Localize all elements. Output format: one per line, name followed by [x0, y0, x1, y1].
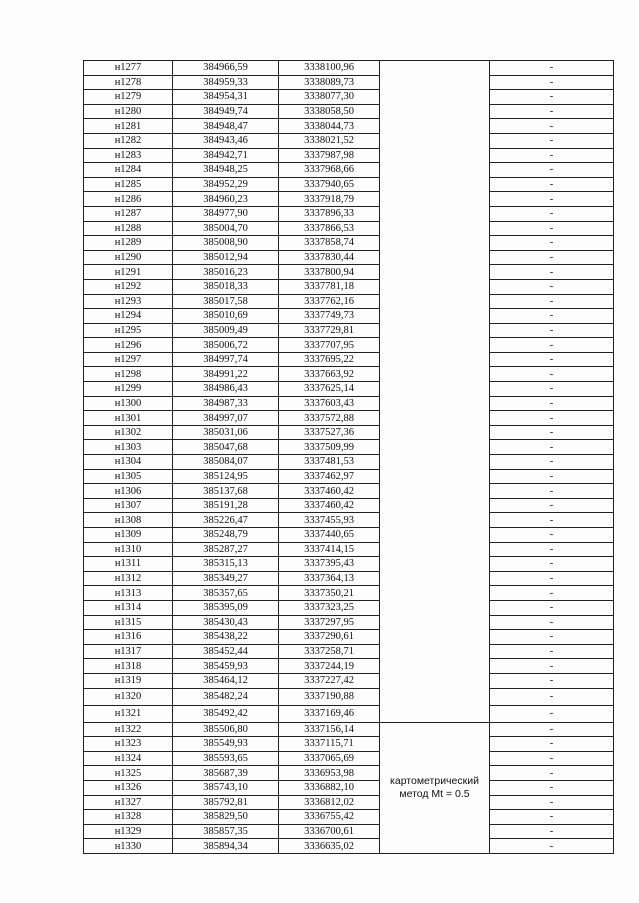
table-row	[84, 780, 614, 795]
accuracy-cell: -	[490, 557, 614, 572]
point-name-cell: н1317	[84, 644, 173, 659]
y-coordinate-cell: 3338077,30	[279, 90, 380, 105]
accuracy-cell: -	[490, 352, 614, 367]
accuracy-cell: -	[490, 177, 614, 192]
point-name-cell: н1304	[84, 455, 173, 470]
accuracy-cell: -	[490, 367, 614, 382]
accuracy-cell: -	[490, 839, 614, 854]
accuracy-cell: -	[490, 659, 614, 674]
x-coordinate-cell: 384949,74	[173, 104, 279, 119]
x-coordinate-cell: 385743,10	[173, 780, 279, 795]
y-coordinate-cell: 3337190,88	[279, 688, 380, 705]
y-coordinate-cell: 3337350,21	[279, 586, 380, 601]
y-coordinate-cell: 3338044,73	[279, 119, 380, 134]
x-coordinate-cell: 384960,23	[173, 192, 279, 207]
y-coordinate-cell: 3336812,02	[279, 795, 380, 810]
x-coordinate-cell: 385006,72	[173, 338, 279, 353]
accuracy-cell: -	[490, 104, 614, 119]
accuracy-cell: -	[490, 396, 614, 411]
point-name-cell: н1303	[84, 440, 173, 455]
accuracy-cell: -	[490, 75, 614, 90]
point-name-cell: н1330	[84, 839, 173, 854]
point-name-cell: н1285	[84, 177, 173, 192]
y-coordinate-cell: 3337169,46	[279, 705, 380, 722]
accuracy-cell: -	[490, 600, 614, 615]
table-row	[84, 737, 614, 752]
accuracy-cell: -	[490, 484, 614, 499]
table-row	[84, 571, 614, 586]
x-coordinate-cell: 385857,35	[173, 824, 279, 839]
x-coordinate-cell: 384954,31	[173, 90, 279, 105]
method-cell-upper	[380, 61, 490, 723]
table-row	[84, 411, 614, 426]
point-name-cell: н1278	[84, 75, 173, 90]
accuracy-cell: -	[490, 221, 614, 236]
accuracy-cell: -	[490, 673, 614, 688]
x-coordinate-cell: 384991,22	[173, 367, 279, 382]
y-coordinate-cell: 3336953,98	[279, 766, 380, 781]
table-row	[84, 294, 614, 309]
x-coordinate-cell: 385084,07	[173, 455, 279, 470]
accuracy-cell: -	[490, 309, 614, 324]
table-row	[84, 498, 614, 513]
x-coordinate-cell: 384997,07	[173, 411, 279, 426]
y-coordinate-cell: 3337364,13	[279, 571, 380, 586]
x-coordinate-cell: 385226,47	[173, 513, 279, 528]
table-row	[84, 528, 614, 543]
y-coordinate-cell: 3337940,65	[279, 177, 380, 192]
y-coordinate-cell: 3337527,36	[279, 425, 380, 440]
table-row	[84, 455, 614, 470]
table-row	[84, 61, 614, 76]
accuracy-cell: -	[490, 722, 614, 737]
x-coordinate-cell: 385016,23	[173, 265, 279, 280]
table-row	[84, 824, 614, 839]
x-coordinate-cell: 385010,69	[173, 309, 279, 324]
point-name-cell: н1302	[84, 425, 173, 440]
x-coordinate-cell: 385482,24	[173, 688, 279, 705]
point-name-cell: н1281	[84, 119, 173, 134]
x-coordinate-cell: 385047,68	[173, 440, 279, 455]
y-coordinate-cell: 3338100,96	[279, 61, 380, 76]
y-coordinate-cell: 3337460,42	[279, 498, 380, 513]
x-coordinate-cell: 385438,22	[173, 630, 279, 645]
y-coordinate-cell: 3337481,53	[279, 455, 380, 470]
point-name-cell: н1314	[84, 600, 173, 615]
table-row	[84, 177, 614, 192]
accuracy-cell: -	[490, 615, 614, 630]
accuracy-cell: -	[490, 824, 614, 839]
x-coordinate-cell: 385009,49	[173, 323, 279, 338]
accuracy-cell: -	[490, 455, 614, 470]
table-row	[84, 600, 614, 615]
accuracy-cell: -	[490, 236, 614, 251]
accuracy-cell: -	[490, 810, 614, 825]
point-name-cell: н1300	[84, 396, 173, 411]
y-coordinate-cell: 3338089,73	[279, 75, 380, 90]
table-row	[84, 236, 614, 251]
x-coordinate-cell: 384948,47	[173, 119, 279, 134]
table-row	[84, 557, 614, 572]
point-name-cell: н1294	[84, 309, 173, 324]
method-cell	[380, 722, 490, 853]
table-row	[84, 382, 614, 397]
table-row	[84, 279, 614, 294]
y-coordinate-cell: 3337462,97	[279, 469, 380, 484]
x-coordinate-cell: 385894,34	[173, 839, 279, 854]
x-coordinate-cell: 385124,95	[173, 469, 279, 484]
point-name-cell: н1309	[84, 528, 173, 543]
y-coordinate-cell: 3338021,52	[279, 133, 380, 148]
point-name-cell: н1329	[84, 824, 173, 839]
table-row	[84, 513, 614, 528]
table-row	[84, 119, 614, 134]
table-row	[84, 133, 614, 148]
x-coordinate-cell: 385031,06	[173, 425, 279, 440]
accuracy-cell: -	[490, 542, 614, 557]
accuracy-cell: -	[490, 265, 614, 280]
x-coordinate-cell: 385137,68	[173, 484, 279, 499]
point-name-cell: н1328	[84, 810, 173, 825]
x-coordinate-cell: 385687,39	[173, 766, 279, 781]
accuracy-cell: -	[490, 425, 614, 440]
x-coordinate-cell: 385191,28	[173, 498, 279, 513]
accuracy-cell: -	[490, 323, 614, 338]
table-row	[84, 615, 614, 630]
point-name-cell: н1295	[84, 323, 173, 338]
table-row	[84, 338, 614, 353]
x-coordinate-cell: 384997,74	[173, 352, 279, 367]
table-row	[84, 206, 614, 221]
accuracy-cell: -	[490, 279, 614, 294]
accuracy-cell: -	[490, 250, 614, 265]
point-name-cell: н1284	[84, 163, 173, 178]
point-name-cell: н1282	[84, 133, 173, 148]
accuracy-cell: -	[490, 411, 614, 426]
table-row	[84, 367, 614, 382]
point-name-cell: н1296	[84, 338, 173, 353]
table-row	[84, 425, 614, 440]
point-name-cell: н1293	[84, 294, 173, 309]
y-coordinate-cell: 3337156,14	[279, 722, 380, 737]
table-row	[84, 673, 614, 688]
table-row	[84, 688, 614, 705]
y-coordinate-cell: 3337800,94	[279, 265, 380, 280]
point-name-cell: н1306	[84, 484, 173, 499]
x-coordinate-cell: 385452,44	[173, 644, 279, 659]
method-label-line1: картометрический	[390, 774, 479, 787]
point-name-cell: н1280	[84, 104, 173, 119]
y-coordinate-cell: 3337227,42	[279, 673, 380, 688]
y-coordinate-cell: 3336755,42	[279, 810, 380, 825]
method-label-line2: метод Mt = 0.5	[399, 787, 470, 800]
point-name-cell: н1324	[84, 751, 173, 766]
x-coordinate-cell: 385430,43	[173, 615, 279, 630]
table-row	[84, 440, 614, 455]
accuracy-cell: -	[490, 571, 614, 586]
x-coordinate-cell: 385792,81	[173, 795, 279, 810]
point-name-cell: н1287	[84, 206, 173, 221]
y-coordinate-cell: 3337455,93	[279, 513, 380, 528]
table-row	[84, 75, 614, 90]
accuracy-cell: -	[490, 382, 614, 397]
y-coordinate-cell: 3337460,42	[279, 484, 380, 499]
point-name-cell: н1325	[84, 766, 173, 781]
table-row	[84, 323, 614, 338]
table-row	[84, 396, 614, 411]
x-coordinate-cell: 385008,90	[173, 236, 279, 251]
y-coordinate-cell: 3337987,98	[279, 148, 380, 163]
accuracy-cell: -	[490, 294, 614, 309]
table-row	[84, 839, 614, 854]
point-name-cell: н1291	[84, 265, 173, 280]
table-row	[84, 484, 614, 499]
table-row	[84, 630, 614, 645]
x-coordinate-cell: 385492,42	[173, 705, 279, 722]
accuracy-cell: -	[490, 61, 614, 76]
x-coordinate-cell: 385012,94	[173, 250, 279, 265]
accuracy-cell: -	[490, 469, 614, 484]
point-name-cell: н1311	[84, 557, 173, 572]
table-row	[84, 352, 614, 367]
point-name-cell: н1310	[84, 542, 173, 557]
point-name-cell: н1298	[84, 367, 173, 382]
y-coordinate-cell: 3337830,44	[279, 250, 380, 265]
point-name-cell: н1292	[84, 279, 173, 294]
point-name-cell: н1322	[84, 722, 173, 737]
point-name-cell: н1279	[84, 90, 173, 105]
point-name-cell: н1321	[84, 705, 173, 722]
table-row	[84, 163, 614, 178]
point-name-cell: н1307	[84, 498, 173, 513]
x-coordinate-cell: 385593,65	[173, 751, 279, 766]
y-coordinate-cell: 3337509,99	[279, 440, 380, 455]
table-row	[84, 542, 614, 557]
x-coordinate-cell: 385357,65	[173, 586, 279, 601]
point-name-cell: н1305	[84, 469, 173, 484]
y-coordinate-cell: 3337749,73	[279, 309, 380, 324]
accuracy-cell: -	[490, 586, 614, 601]
y-coordinate-cell: 3337918,79	[279, 192, 380, 207]
y-coordinate-cell: 3337244,19	[279, 659, 380, 674]
point-name-cell: н1327	[84, 795, 173, 810]
accuracy-cell: -	[490, 119, 614, 134]
x-coordinate-cell: 384986,43	[173, 382, 279, 397]
accuracy-cell: -	[490, 192, 614, 207]
accuracy-cell: -	[490, 163, 614, 178]
point-name-cell: н1308	[84, 513, 173, 528]
accuracy-cell: -	[490, 688, 614, 705]
accuracy-cell: -	[490, 513, 614, 528]
point-name-cell: н1297	[84, 352, 173, 367]
x-coordinate-cell: 385349,27	[173, 571, 279, 586]
y-coordinate-cell: 3336700,61	[279, 824, 380, 839]
y-coordinate-cell: 3337115,71	[279, 737, 380, 752]
accuracy-cell: -	[490, 630, 614, 645]
y-coordinate-cell: 3337663,92	[279, 367, 380, 382]
point-name-cell: н1320	[84, 688, 173, 705]
point-name-cell: н1289	[84, 236, 173, 251]
x-coordinate-cell: 385829,50	[173, 810, 279, 825]
x-coordinate-cell: 384977,90	[173, 206, 279, 221]
accuracy-cell: -	[490, 705, 614, 722]
y-coordinate-cell: 3336882,10	[279, 780, 380, 795]
accuracy-cell: -	[490, 206, 614, 221]
table-row	[84, 469, 614, 484]
point-name-cell: н1315	[84, 615, 173, 630]
y-coordinate-cell: 3337290,61	[279, 630, 380, 645]
table-row	[84, 705, 614, 722]
x-coordinate-cell: 384948,25	[173, 163, 279, 178]
table-row	[84, 221, 614, 236]
accuracy-cell: -	[490, 528, 614, 543]
x-coordinate-cell: 384959,33	[173, 75, 279, 90]
y-coordinate-cell: 3337707,95	[279, 338, 380, 353]
table-row	[84, 265, 614, 280]
y-coordinate-cell: 3337858,74	[279, 236, 380, 251]
point-name-cell: н1288	[84, 221, 173, 236]
point-name-cell: н1323	[84, 737, 173, 752]
point-name-cell: н1316	[84, 630, 173, 645]
accuracy-cell: -	[490, 338, 614, 353]
y-coordinate-cell: 3337603,43	[279, 396, 380, 411]
accuracy-cell: -	[490, 795, 614, 810]
x-coordinate-cell: 384987,33	[173, 396, 279, 411]
table-row	[84, 586, 614, 601]
y-coordinate-cell: 3337440,65	[279, 528, 380, 543]
accuracy-cell: -	[490, 644, 614, 659]
x-coordinate-cell: 384942,71	[173, 148, 279, 163]
accuracy-cell: -	[490, 133, 614, 148]
accuracy-cell: -	[490, 737, 614, 752]
point-name-cell: н1319	[84, 673, 173, 688]
table-row	[84, 192, 614, 207]
coordinates-table	[83, 60, 614, 854]
x-coordinate-cell: 385395,09	[173, 600, 279, 615]
x-coordinate-cell: 385018,33	[173, 279, 279, 294]
x-coordinate-cell: 384952,29	[173, 177, 279, 192]
y-coordinate-cell: 3337781,18	[279, 279, 380, 294]
table-row	[84, 810, 614, 825]
point-name-cell: н1301	[84, 411, 173, 426]
table-row	[84, 766, 614, 781]
accuracy-cell: -	[490, 440, 614, 455]
y-coordinate-cell: 3337625,14	[279, 382, 380, 397]
accuracy-cell: -	[490, 751, 614, 766]
accuracy-cell: -	[490, 148, 614, 163]
table-row	[84, 751, 614, 766]
table-row	[84, 795, 614, 810]
point-name-cell: н1290	[84, 250, 173, 265]
x-coordinate-cell: 385248,79	[173, 528, 279, 543]
x-coordinate-cell: 385017,58	[173, 294, 279, 309]
table-row	[84, 644, 614, 659]
coordinates-table-body	[84, 61, 614, 854]
table-row	[84, 148, 614, 163]
y-coordinate-cell: 3337729,81	[279, 323, 380, 338]
x-coordinate-cell: 385506,80	[173, 722, 279, 737]
x-coordinate-cell: 384966,59	[173, 61, 279, 76]
table-row	[84, 90, 614, 105]
table-row	[84, 722, 614, 737]
x-coordinate-cell: 385004,70	[173, 221, 279, 236]
y-coordinate-cell: 3337258,71	[279, 644, 380, 659]
y-coordinate-cell: 3337414,15	[279, 542, 380, 557]
y-coordinate-cell: 3337323,25	[279, 600, 380, 615]
point-name-cell: н1326	[84, 780, 173, 795]
point-name-cell: н1313	[84, 586, 173, 601]
y-coordinate-cell: 3336635,02	[279, 839, 380, 854]
table-row	[84, 250, 614, 265]
y-coordinate-cell: 3338058,50	[279, 104, 380, 119]
y-coordinate-cell: 3337762,16	[279, 294, 380, 309]
y-coordinate-cell: 3337297,95	[279, 615, 380, 630]
y-coordinate-cell: 3337896,33	[279, 206, 380, 221]
x-coordinate-cell: 384943,46	[173, 133, 279, 148]
table-row	[84, 309, 614, 324]
accuracy-cell: -	[490, 780, 614, 795]
y-coordinate-cell: 3337866,53	[279, 221, 380, 236]
y-coordinate-cell: 3337395,43	[279, 557, 380, 572]
point-name-cell: н1299	[84, 382, 173, 397]
y-coordinate-cell: 3337968,66	[279, 163, 380, 178]
point-name-cell: н1286	[84, 192, 173, 207]
accuracy-cell: -	[490, 498, 614, 513]
x-coordinate-cell: 385315,13	[173, 557, 279, 572]
table-row	[84, 104, 614, 119]
point-name-cell: н1277	[84, 61, 173, 76]
point-name-cell: н1312	[84, 571, 173, 586]
accuracy-cell: -	[490, 766, 614, 781]
y-coordinate-cell: 3337065,69	[279, 751, 380, 766]
x-coordinate-cell: 385459,93	[173, 659, 279, 674]
x-coordinate-cell: 385549,93	[173, 737, 279, 752]
point-name-cell: н1283	[84, 148, 173, 163]
accuracy-cell: -	[490, 90, 614, 105]
point-name-cell: н1318	[84, 659, 173, 674]
y-coordinate-cell: 3337695,22	[279, 352, 380, 367]
y-coordinate-cell: 3337572,88	[279, 411, 380, 426]
table-row	[84, 659, 614, 674]
x-coordinate-cell: 385287,27	[173, 542, 279, 557]
x-coordinate-cell: 385464,12	[173, 673, 279, 688]
